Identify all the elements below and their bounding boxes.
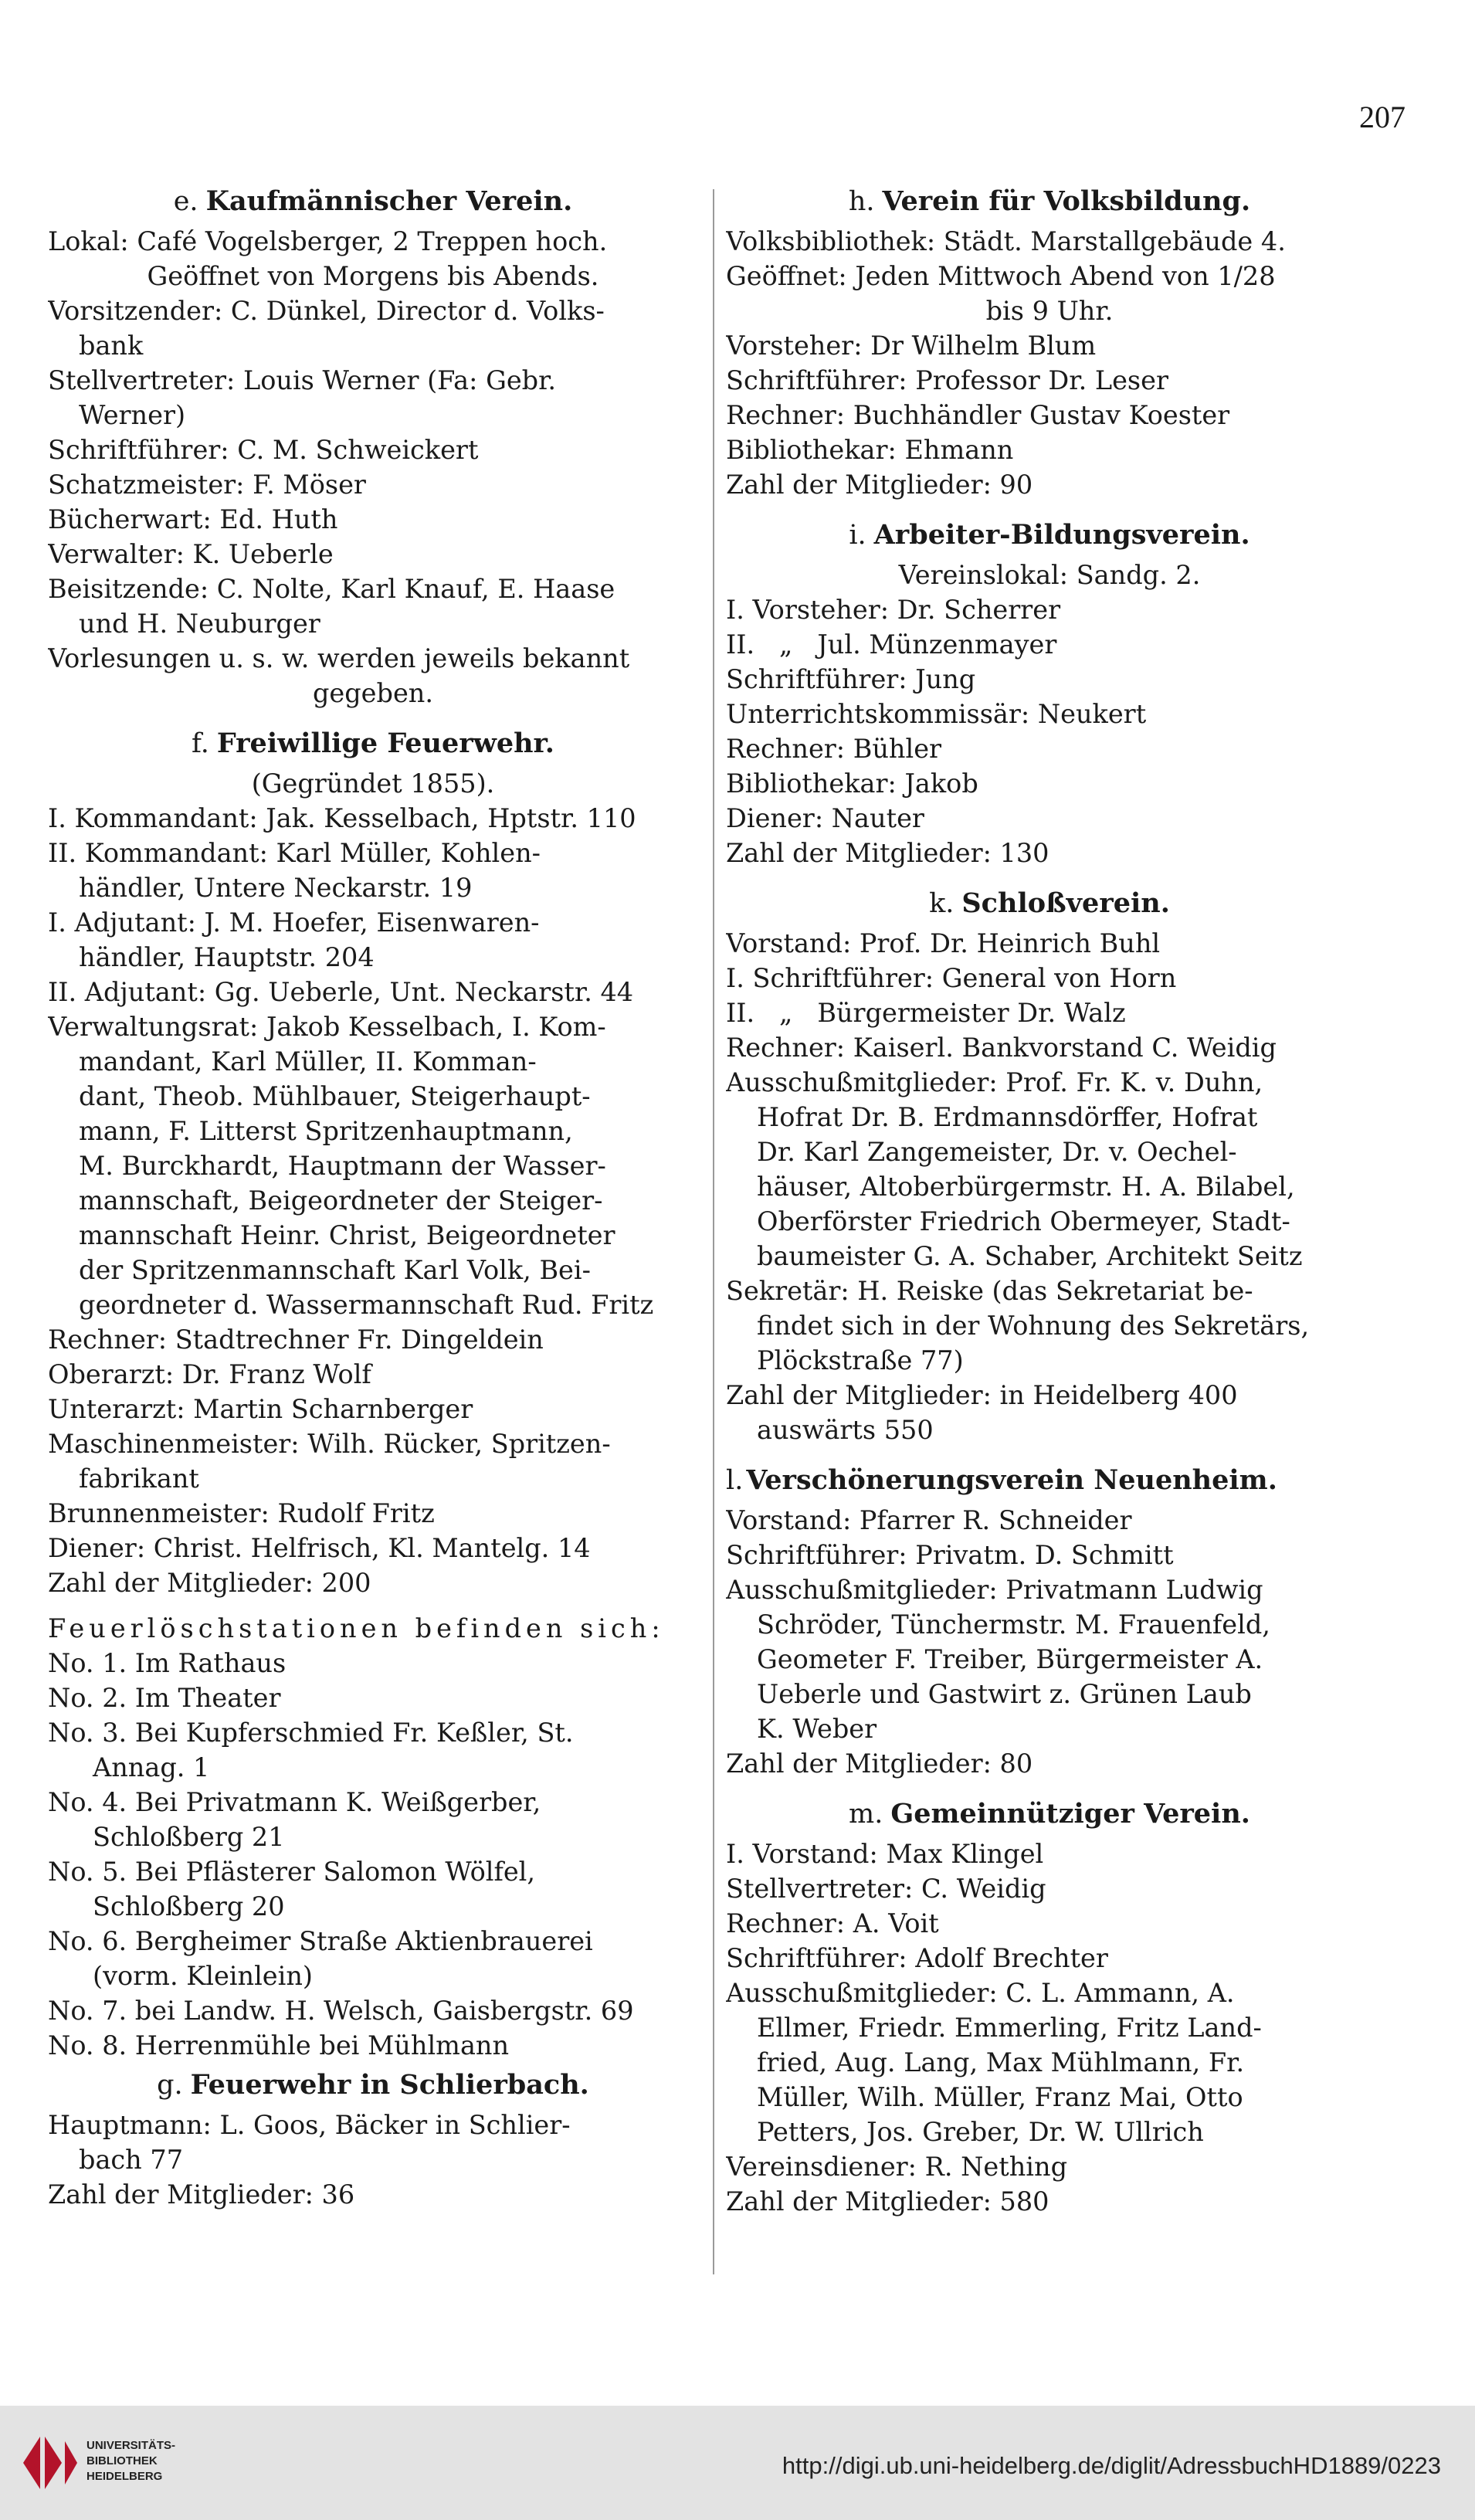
entry-line: händler, Hauptstr. 204: [79, 942, 375, 972]
entry-line: K. Weber: [757, 1714, 877, 1744]
entry-line: mandant, Karl Müller, II. Komman-: [79, 1046, 537, 1077]
section-title: Verschönerungsverein Neuenheim.: [746, 1464, 1277, 1496]
entry-line: I. Vorstand: Max Klingel: [726, 1839, 1044, 1869]
entry-line: Geöffnet: Jeden Mittwoch Abend von 1/28: [726, 261, 1276, 291]
entry-line: Zahl der Mitglieder: 200: [48, 1568, 371, 1598]
station-line: No. 4. Bei Privatmann K. Weißgerber,: [48, 1787, 541, 1817]
station-line: No. 1. Im Rathaus: [48, 1648, 287, 1678]
entry-line: gegeben.: [312, 678, 434, 708]
entry-line: Vorstand: Pfarrer R. Schneider: [726, 1505, 1132, 1535]
section-l-lines: [726, 1503, 1373, 1781]
entry-line: bank: [79, 331, 144, 361]
entry-line: Hofrat Dr. B. Erdmannsdörffer, Hofrat: [757, 1102, 1258, 1132]
entry-line: Werner): [79, 400, 186, 430]
entry-line: Zahl der Mitglieder: 130: [726, 838, 1049, 868]
entry-line: Zahl der Mitglieder: 36: [48, 2179, 355, 2210]
section-g-lines: [48, 2108, 698, 2212]
entry-line: Oberförster Friedrich Obermeyer, Stadt-: [757, 1206, 1290, 1236]
station-line: (vorm. Kleinlein): [93, 1961, 313, 1991]
section-title: Kaufmännischer Verein.: [205, 185, 573, 217]
entry-line: Ausschußmitglieder: Privatmann Ludwig: [726, 1575, 1263, 1605]
entry-line: Maschinenmeister: Wilh. Rücker, Spritzen-: [48, 1429, 611, 1459]
section-h-lines: [726, 224, 1373, 502]
entry-line: und H. Neuburger: [79, 609, 320, 639]
library-name: [86, 2438, 175, 2484]
entry-line: Schriftführer: Jung: [726, 664, 976, 694]
entry-line: fabrikant: [79, 1463, 199, 1494]
entry-line: Vorlesungen u. s. w. werden jeweils bekannt: [48, 643, 630, 673]
stations-heading: Feuerlöschstationen befinden sich:: [48, 1613, 665, 1643]
entry-line: Volksbibliothek: Städt. Marstallgebäude 4.: [726, 226, 1286, 256]
section-i-subtitle: Vereinslokal: Sandg. 2.: [898, 560, 1201, 590]
entry-line: Verwalter: K. Ueberle: [48, 539, 334, 569]
section-f-lines: [48, 801, 698, 1600]
entry-line: dant, Theob. Mühlbauer, Steigerhaupt-: [79, 1081, 591, 1111]
section-letter: g.: [157, 2070, 183, 2101]
entry-line: II. „ Bürgermeister Dr. Walz: [726, 998, 1126, 1028]
station-line: No. 8. Herrenmühle bei Mühlmann: [48, 2030, 510, 2060]
entry-line: Rechner: Kaiserl. Bankvorstand C. Weidig: [726, 1033, 1277, 1063]
entry-line: Schriftführer: Adolf Brechter: [726, 1943, 1108, 1973]
entry-line: Rechner: A. Voit: [726, 1908, 939, 1938]
section-letter: l.: [726, 1465, 744, 1496]
station-line: No. 7. bei Landw. H. Welsch, Gaisbergstr. 69: [48, 1996, 634, 2026]
entry-line: Vereinsdiener: R. Nething: [726, 2152, 1068, 2182]
entry-line: Vorsteher: Dr Wilhelm Blum: [726, 331, 1097, 361]
station-line: Annag. 1: [93, 1752, 210, 1782]
entry-line: Stellvertreter: Louis Werner (Fa: Gebr.: [48, 365, 557, 395]
entry-line: Hauptmann: L. Goos, Bäcker in Schlier-: [48, 2110, 571, 2140]
entry-line: mann, F. Litterst Spritzenhauptmann,: [79, 1116, 573, 1146]
entry-line: Zahl der Mitglieder: 80: [726, 1748, 1033, 1779]
entry-line: I. Kommandant: Jak. Kesselbach, Hptstr. 110: [48, 803, 636, 833]
entry-line: findet sich in der Wohnung des Sekretärs,: [757, 1311, 1310, 1341]
entry-line: Vorsitzender: C. Dünkel, Director d. Volks-: [48, 296, 605, 326]
left-column: [48, 179, 698, 2272]
section-title: Gemeinnütziger Verein.: [890, 1798, 1250, 1830]
entry-line: Diener: Nauter: [726, 803, 924, 833]
entry-line: Schatzmeister: F. Möser: [48, 470, 366, 500]
section-l-heading: [726, 1463, 1373, 1498]
section-letter: f.: [192, 728, 209, 759]
section-e-heading: [48, 184, 698, 219]
column-divider: [713, 189, 714, 2274]
entry-line: geordneter d. Wassermannschaft Rud. Fritz: [79, 1290, 654, 1320]
entry-line: Ueberle und Gastwirt z. Grünen Laub: [757, 1679, 1252, 1709]
entry-line: händler, Untere Neckarstr. 19: [79, 873, 473, 903]
entry-line: Oberarzt: Dr. Franz Wolf: [48, 1359, 371, 1389]
entry-line: bis 9 Uhr.: [985, 296, 1114, 326]
section-letter: h.: [848, 186, 875, 217]
entry-line: Stellvertreter: C. Weidig: [726, 1874, 1046, 1904]
entry-line: fried, Aug. Lang, Max Mühlmann, Fr.: [757, 2047, 1245, 2077]
section-title: Freiwillige Feuerwehr.: [216, 728, 554, 759]
library-line: HEIDELBERG: [86, 2470, 163, 2483]
section-m-heading: [726, 1796, 1373, 1832]
entry-line: Zahl der Mitglieder: in Heidelberg 400: [726, 1380, 1238, 1410]
section-m-lines: [726, 1837, 1373, 2219]
station-line: No. 5. Bei Pflästerer Salomon Wölfel,: [48, 1857, 536, 1887]
entry-line: Verwaltungsrat: Jakob Kesselbach, I. Kom-: [48, 1012, 606, 1042]
entry-line: Schröder, Tünchermstr. M. Frauenfeld,: [757, 1609, 1270, 1640]
library-line: BIBLIOTHEK: [86, 2454, 158, 2467]
entry-line: Zahl der Mitglieder: 90: [726, 470, 1033, 500]
section-e-lines: [48, 224, 698, 711]
entry-line: I. Schriftführer: General von Horn: [726, 963, 1177, 993]
entry-line: Sekretär: H. Reiske (das Sekretariat be-: [726, 1276, 1253, 1306]
section-title: Feuerwehr in Schlierbach.: [190, 2069, 589, 2101]
source-url-link[interactable]: http://digi.ub.uni-heidelberg.de/diglit/AdressbuchHD1889/0223: [782, 2452, 1441, 2479]
entry-line: Zahl der Mitglieder: 580: [726, 2186, 1049, 2216]
section-g-heading: [48, 2067, 698, 2103]
station-line: No. 2. Im Theater: [48, 1683, 281, 1713]
entry-line: II. Adjutant: Gg. Ueberle, Unt. Neckarstr. 44: [48, 977, 634, 1007]
section-letter: m.: [849, 1799, 883, 1830]
entry-line: Geöffnet von Morgens bis Abends.: [147, 261, 599, 291]
entry-line: Brunnenmeister: Rudolf Fritz: [48, 1498, 435, 1528]
entry-line: mannschaft, Beigeordneter der Steiger-: [79, 1185, 603, 1216]
entry-line: Schriftführer: C. M. Schweickert: [48, 435, 479, 465]
entry-line: Unterarzt: Martin Scharnberger: [48, 1394, 473, 1424]
station-line: Schloßberg 21: [93, 1822, 285, 1852]
entry-line: Bibliothekar: Jakob: [726, 768, 978, 799]
entry-line: II. „ Jul. Münzenmayer: [726, 629, 1057, 660]
station-line: No. 3. Bei Kupferschmied Fr. Keßler, St.: [48, 1718, 574, 1748]
section-letter: e.: [173, 186, 198, 217]
station-line: No. 6. Bergheimer Straße Aktienbrauerei: [48, 1926, 593, 1956]
entry-line: baumeister G. A. Schaber, Architekt Seitz: [757, 1241, 1303, 1271]
entry-line: Rechner: Buchhändler Gustav Koester: [726, 400, 1230, 430]
entry-line: Dr. Karl Zangemeister, Dr. v. Oechel-: [757, 1137, 1237, 1167]
entry-line: Vorstand: Prof. Dr. Heinrich Buhl: [726, 928, 1161, 958]
entry-line: Bibliothekar: Ehmann: [726, 435, 1014, 465]
entry-line: Beisitzende: C. Nolte, Karl Knauf, E. Haase: [48, 574, 615, 604]
entry-line: Petters, Jos. Greber, Dr. W. Ullrich: [757, 2117, 1204, 2147]
section-h-heading: [726, 184, 1373, 219]
stations-list: [48, 1646, 698, 2063]
page-number: 207: [1359, 100, 1405, 134]
library-line: UNIVERSITÄTS-: [86, 2439, 176, 2452]
entry-line: I. Adjutant: J. M. Hoefer, Eisenwaren-: [48, 907, 540, 938]
section-f-subtitle: (Gegründet 1855).: [251, 768, 495, 799]
entry-line: Geometer F. Treiber, Bürgermeister A.: [757, 1644, 1263, 1674]
entry-line: Unterrichtskommissär: Neukert: [726, 699, 1147, 729]
footer-bar: [0, 2406, 1475, 2520]
section-title: Verein für Volksbildung.: [882, 185, 1251, 217]
entry-line: Bücherwart: Ed. Huth: [48, 504, 338, 534]
section-title: Arbeiter-Bildungsverein.: [873, 519, 1250, 551]
right-column: [726, 179, 1373, 2272]
entry-line: M. Burckhardt, Hauptmann der Wasser-: [79, 1151, 606, 1181]
entry-line: mannschaft Heinr. Christ, Beigeordneter: [79, 1220, 615, 1250]
entry-line: häuser, Altoberbürgermstr. H. A. Bilabel,: [757, 1172, 1295, 1202]
entry-line: Schriftführer: Privatm. D. Schmitt: [726, 1540, 1174, 1570]
entry-line: der Spritzenmannschaft Karl Volk, Bei-: [79, 1255, 591, 1285]
entry-line: Ausschußmitglieder: C. L. Ammann, A.: [726, 1978, 1235, 2008]
entry-line: Müller, Wilh. Müller, Franz Mai, Otto: [757, 2082, 1243, 2112]
entry-line: II. Kommandant: Karl Müller, Kohlen-: [48, 838, 541, 868]
section-k-lines: [726, 926, 1373, 1447]
entry-line: Rechner: Bühler: [726, 734, 942, 764]
station-line: Schloßberg 20: [93, 1891, 285, 1921]
entry-line: Diener: Christ. Helfrisch, Kl. Mantelg. 14: [48, 1533, 591, 1563]
section-letter: i.: [849, 520, 866, 551]
entry-line: bach 77: [79, 2145, 184, 2175]
section-f-heading: [48, 726, 698, 761]
entry-line: Plöckstraße 77): [757, 1345, 964, 1375]
entry-line: I. Vorsteher: Dr. Scherrer: [726, 595, 1061, 625]
section-letter: k.: [929, 888, 955, 919]
entry-line: auswärts 550: [757, 1415, 934, 1445]
section-k-heading: [726, 886, 1373, 921]
entry-line: Lokal: Café Vogelsberger, 2 Treppen hoch.: [48, 226, 608, 256]
section-i-heading: [726, 517, 1373, 553]
section-title: Schloßverein.: [961, 887, 1170, 919]
section-i-lines: [726, 592, 1373, 870]
entry-line: Schriftführer: Professor Dr. Leser: [726, 365, 1168, 395]
entry-line: Ausschußmitglieder: Prof. Fr. K. v. Duhn,: [726, 1067, 1263, 1097]
entry-line: Rechner: Stadtrechner Fr. Dingeldein: [48, 1324, 544, 1355]
university-logo-icon: [17, 2432, 80, 2494]
entry-line: Ellmer, Friedr. Emmerling, Fritz Land-: [757, 2013, 1262, 2043]
